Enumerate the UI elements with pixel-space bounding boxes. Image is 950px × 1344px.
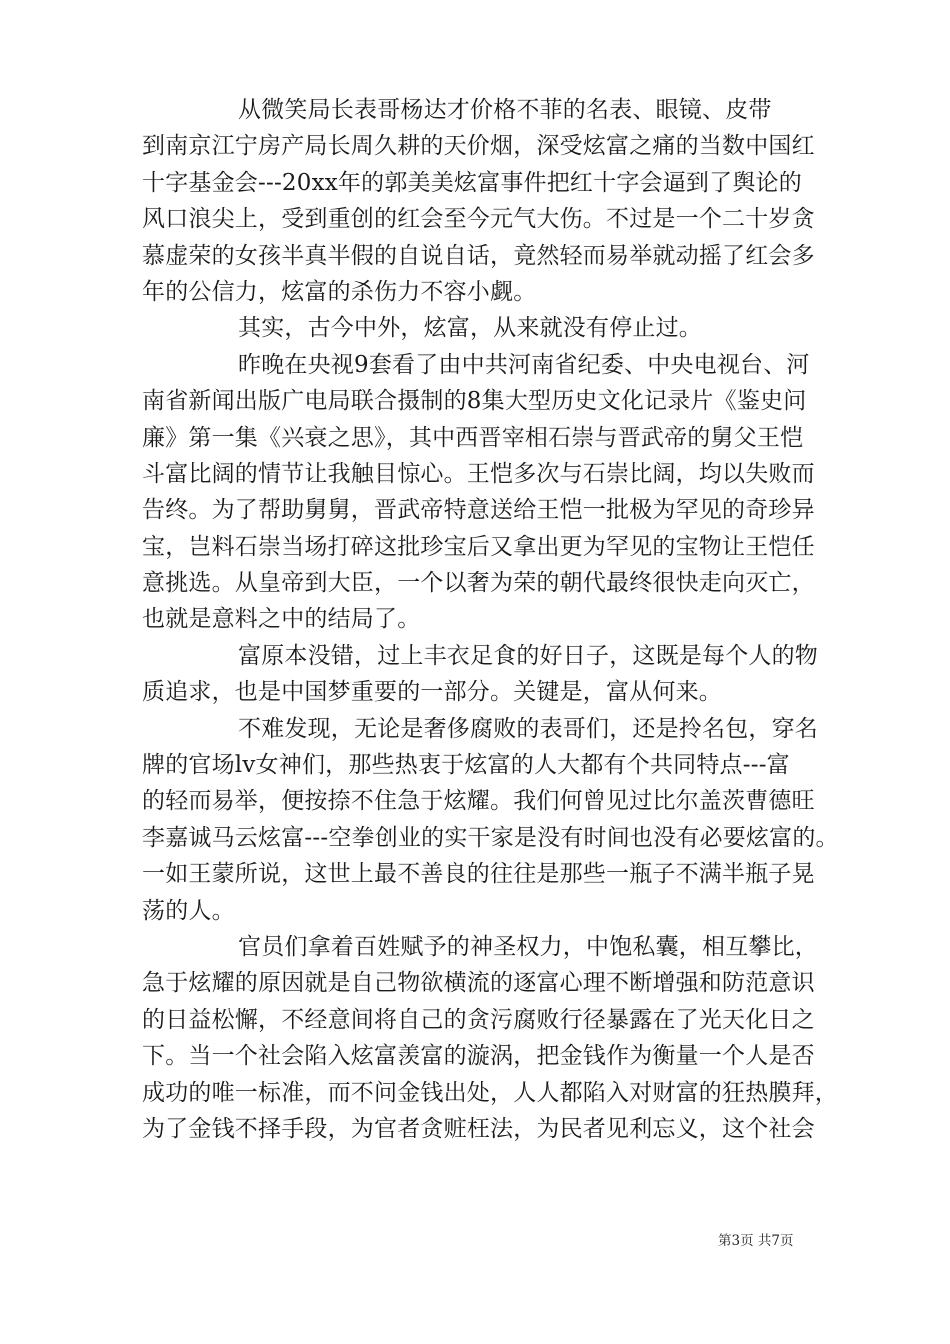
body-text xyxy=(142,92,839,1147)
text-line: 风口浪尖上，受到重创的红会至今元气大伤。不过是一个二十岁贪 xyxy=(142,206,815,233)
text-line: 慕虚荣的女孩半真半假的自说自话，竟然轻而易举就动摇了红会多 xyxy=(142,242,815,269)
text-line: 为了金钱不择手段，为官者贪赃枉法，为民者见利忘义，这个社会 xyxy=(142,1115,815,1142)
text-line: 到南京江宁房产局长周久耕的天价烟，深受炫富之痛的当数中国红 xyxy=(142,133,815,160)
text-line: 其实，古今中外，炫富，从来就没有停止过。 xyxy=(238,315,702,342)
text-line: 质追求，也是中国梦重要的一部分。关键是，富从何来。 xyxy=(142,679,722,706)
text-line: 十字基金会---20xx年的郭美美炫富事件把红十字会逼到了舆论的 xyxy=(142,169,802,196)
text-line: 荡的人。 xyxy=(142,897,235,924)
text-line: 牌的官场lv女神们，那些热衷于炫富的人大都有个共同特点---富 xyxy=(142,752,790,779)
text-line: 也就是意料之中的结局了。 xyxy=(142,606,421,633)
text-line: 成功的唯一标准，而不问金钱出处，人人都陷入对财富的狂热膜拜， xyxy=(142,1079,838,1106)
text-line: 年的公信力，炫富的杀伤力不容小觑。 xyxy=(142,278,537,305)
text-line: 南省新闻出版广电局联合摄制的8集大型历史文化记录片《鉴史问 xyxy=(142,388,807,415)
text-line: 斗富比阔的情节让我触目惊心。王恺多次与石崇比阔，均以失败而 xyxy=(142,460,815,487)
text-line: 意挑选。从皇帝到大臣，一个以奢为荣的朝代最终很快走向灭亡， xyxy=(142,570,815,597)
text-line: 宝，岂料石崇当场打碎这批珍宝后又拿出更为罕见的宝物让王恺任 xyxy=(142,533,815,560)
text-line: 的轻而易举，便按捺不住急于炫耀。我们何曾见过比尔盖茨曹德旺 xyxy=(142,788,815,815)
text-line: 急于炫耀的原因就是自己物欲横流的逐富心理不断增强和防范意识 xyxy=(142,970,815,997)
text-line: 李嘉诚马云炫富---空拳创业的实干家是没有时间也没有必要炫富的。 xyxy=(142,824,839,851)
text-line: 官员们拿着百姓赋予的神圣权力，中饱私囊，相互攀比， xyxy=(238,933,818,960)
text-line: 不难发现，无论是奢侈腐败的表哥们，还是拎名包，穿名 xyxy=(238,715,818,742)
text-line: 的日益松懈，不经意间将自己的贪污腐败行径暴露在了光天化日之 xyxy=(142,1006,815,1033)
text-line: 昨晚在央视9套看了由中共河南省纪委、中央电视台、河 xyxy=(238,351,810,378)
page-number: 第3页 共7页 xyxy=(718,1233,794,1249)
text-line: 廉》第一集《兴衰之思》，其中西晋宰相石崇与晋武帝的舅父王恺 xyxy=(142,424,804,451)
text-line: 从微笑局长表哥杨达才价格不菲的名表、眼镜、皮带 xyxy=(238,97,772,123)
text-line: 一如王蒙所说，这世上最不善良的往往是那些一瓶子不满半瓶子晃 xyxy=(142,861,815,888)
text-line: 告终。为了帮助舅舅，晋武帝特意送给王恺一批极为罕见的奇珍异 xyxy=(142,497,815,524)
text-line: 富原本没错，过上丰衣足食的好日子，这既是每个人的物 xyxy=(238,642,818,669)
text-line: 下。当一个社会陷入炫富羡富的漩涡，把金钱作为衡量一个人是否 xyxy=(142,1043,815,1070)
